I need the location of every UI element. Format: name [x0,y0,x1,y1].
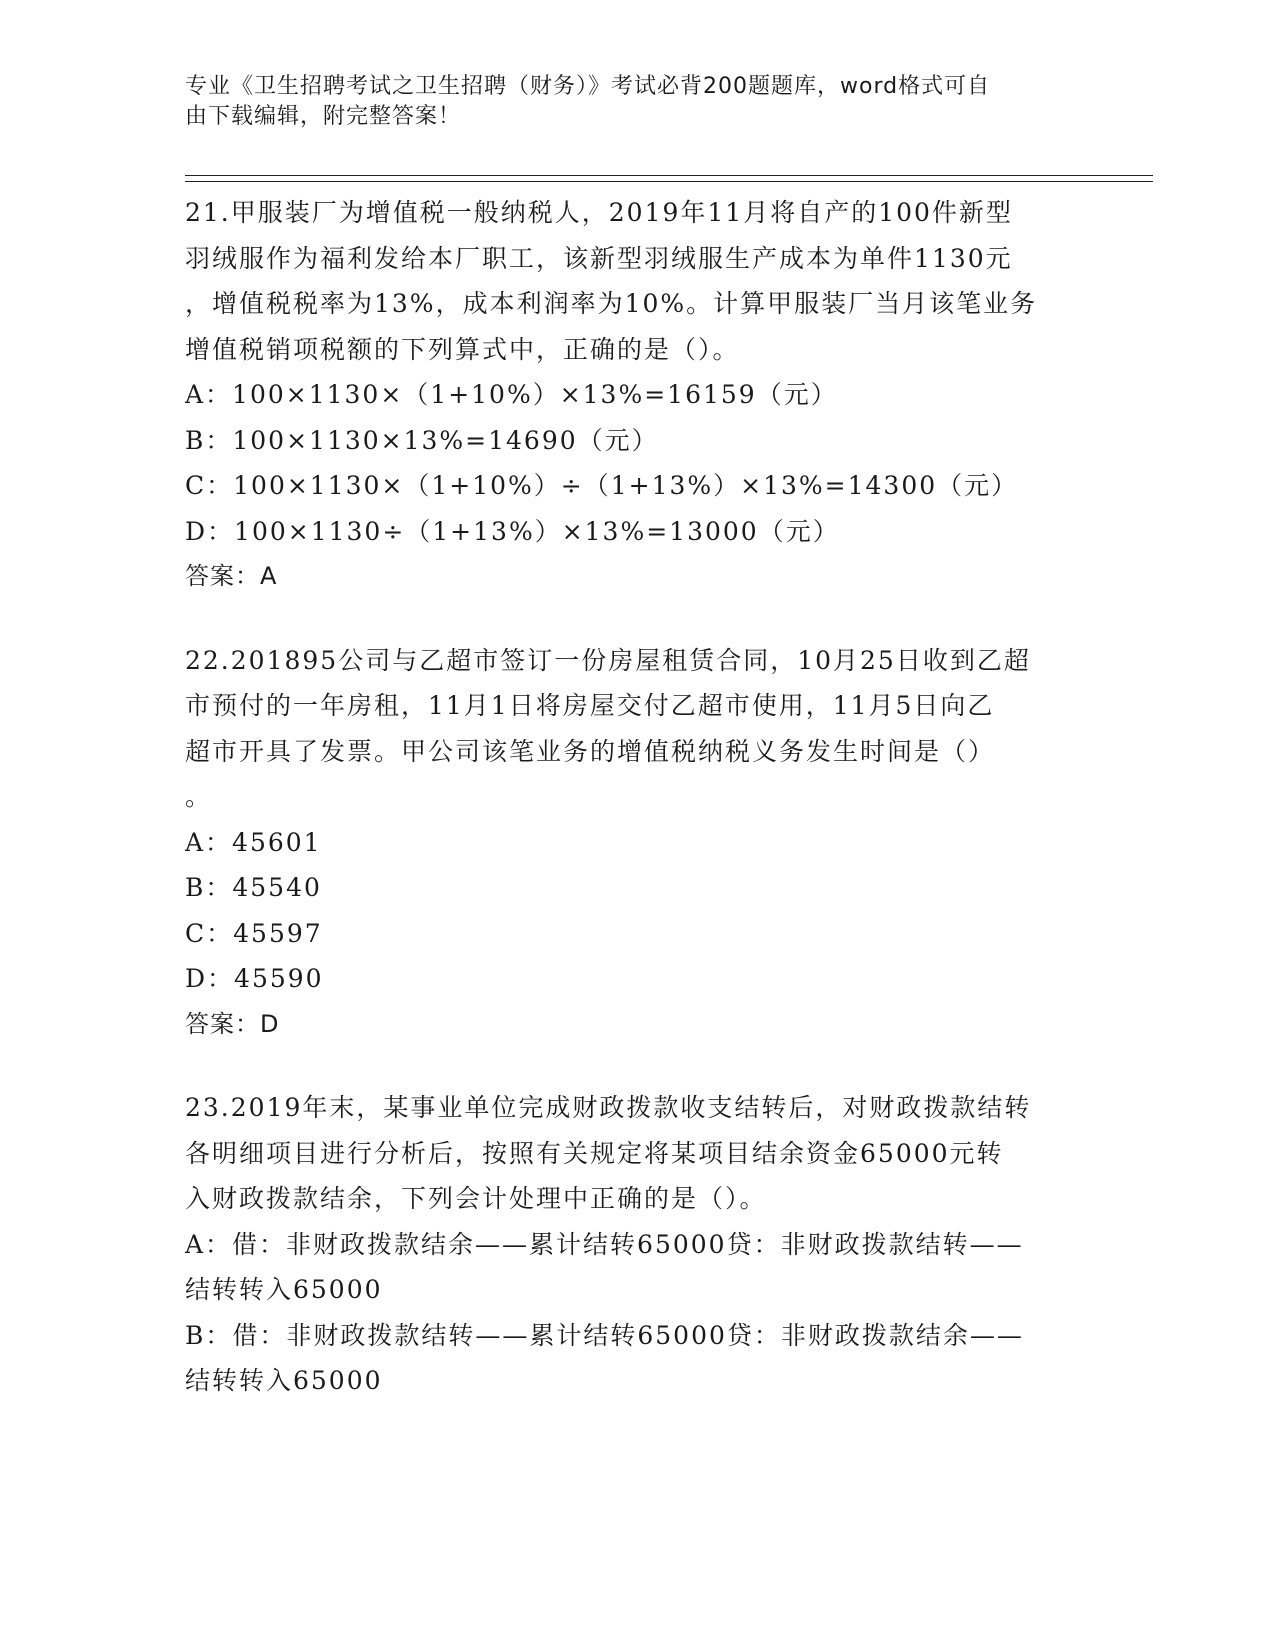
question-text-line: 增值税销项税额的下列算式中，正确的是（）。 [185,334,740,364]
answer-label: 答案：A [185,562,278,590]
question-21 [185,190,1085,600]
header-divider-top [185,175,1153,176]
question-text-line: 羽绒服作为福利发给本厂职工，该新型羽绒服生产成本为单件1130元 [185,243,1013,273]
option-b: B：借：非财政拨款结转——累计结转65000贷：非财政拨款结余—— [185,1320,1024,1350]
header-divider-bottom [185,181,1153,182]
header-line-2: 由下载编辑，附完整答案！ [185,104,462,129]
question-23 [185,1085,1085,1404]
option-b: B：45540 [185,873,322,902]
question-text-line: 各明细项目进行分析后，按照有关规定将某项目结余资金65000元转 [185,1138,1004,1168]
question-text-line: 市预付的一年房租，11月1日将房屋交付乙超市使用，11月5日向乙 [185,691,995,720]
question-text-line: 超市开具了发票。甲公司该笔业务的增值税纳税义务发生时间是（） [185,736,996,766]
document-header [185,72,1065,132]
option-a: A：45601 [185,827,322,857]
option-a: A：100×1130×（1+10%）×13%=16159（元） [185,380,838,409]
option-d: D：100×1130÷（1+13%）×13%=13000（元） [185,516,840,546]
option-d: D：45590 [185,964,324,993]
question-22 [185,638,1085,1048]
header-line-1: 专业《卫生招聘考试之卫生招聘（财务）》考试必背200题题库，word格式可自 [185,74,991,99]
question-text-line: 21.甲服装厂为增值税一般纳税人，2019年11月将自产的100件新型 [185,198,1013,227]
option-c: C：100×1130×（1+10%）÷（1+13%）×13%=14300（元） [185,471,1019,500]
answer-label: 答案：D [185,1009,280,1038]
question-text-line: 入财政拨款结余，下列会计处理中正确的是（）。 [185,1184,767,1213]
option-c: C：45597 [185,918,323,948]
question-text-line: 。 [185,782,213,811]
question-text-line: ，增值税税率为13%，成本利润率为10%。计算甲服装厂当月该笔业务 [185,289,1038,318]
option-a: A：借：非财政拨款结余——累计结转65000贷：非财政拨款结转—— [185,1229,1024,1259]
question-text-line: 23.2019年末，某事业单位完成财政拨款收支结转后，对财政拨款结转 [185,1093,1032,1122]
option-b: B：100×1130×13%=14690（元） [185,425,659,455]
question-text-line: 22.201895公司与乙超市签订一份房屋租赁合同，10月25日收到乙超 [185,645,1031,675]
option-a-continued: 结转转入65000 [185,1275,383,1304]
option-b-continued: 结转转入65000 [185,1366,383,1395]
question-list [185,190,1085,1442]
